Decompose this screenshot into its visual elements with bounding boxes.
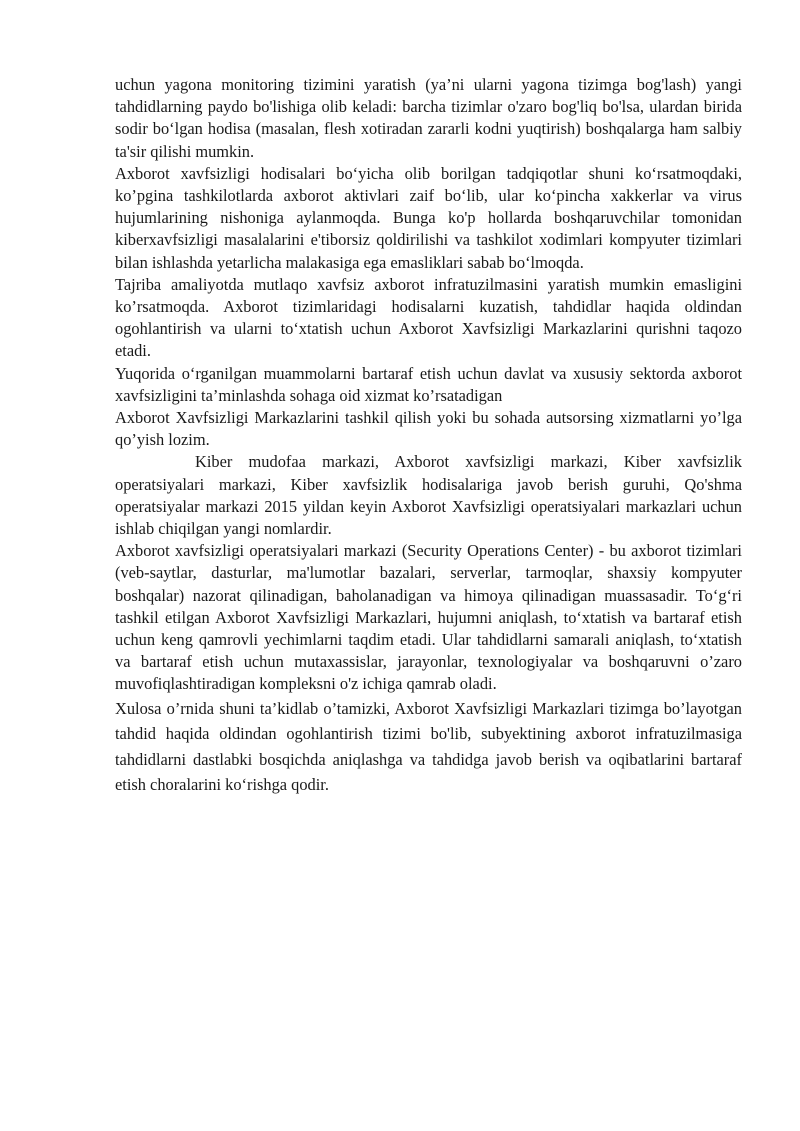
paragraph-monitoring: uchun yagona monitoring tizimini yaratish (ya’ni ularni yagona tizimga bog'lash) yangi tahdidlarning paydo bo'lishiga olib keladi: barcha tizimlar o'zaro bog'liq bo'lsa, ulardan birida sodir bo‘lgan hodisa (masalan, flesh xotiradan zararli kodni yuqtirish) boshqalarga ham salbiy ta'sir qilishi mumkin. — [115, 75, 742, 161]
paragraph-centers: Axborot Xavfsizligi Markazlarini tashkil qilish yoki bu sohada autsorsing xizmatlarni yo’lga qo’yish lozim. — [115, 408, 742, 450]
paragraph-soc-definition: Axborot xavfsizligi operatsiyalari markazi (Security Operations Center) - bu axborot tizimlari (veb-saytlar, dasturlar, ma'lumotlar bazalari, serverlar, tarmoqlar, shaxsiy kompyuter boshqalar) nazorat qilinadigan, baholanadigan va himoya qilinadigan muassasadir. To‘g‘ri tashkil etilgan Axborot Xavfsizligi Markazlari, hujumni aniqlash, to‘xtatish va bartaraf etish uchun keng qamrovli yechimlarni taqdim etadi. Ular tahdidlarni samarali aniqlash, to‘xtatish va bartaraf etish uchun mutaxassislar, jarayonlar, texnologiyalar va boshqaruvni o’zaro muvofiqlashtiradigan kompleksni o'z ichiga qamrab oladi. — [115, 541, 742, 694]
paragraph-sectors: Yuqorida o‘rganilgan muammolarni bartaraf etish uchun davlat va xususiy sektorda axborot xavfsizligini ta’minlashda sohaga oid xizmat ko’rsatadigan — [115, 363, 742, 405]
paragraph-conclusion: Xulosa o’rnida shuni ta’kidlab o’tamizki, Axborot Xavfsizligi Markazlari tizimga bo’layotgan tahdid haqida oldindan ogohlantirish tizimi bo'lib, subyektining axborot infratuzilmasiga tahdidlarni dastlabki bosqichda aniqlashga va tahdidga javob berish va oqibatlarini bartaraf etish choralarini ko‘rishga qodir. — [115, 698, 742, 795]
paragraph-practice: Tajriba amaliyotda mutlaqo xavfsiz axborot infratuzilmasini yaratish mumkin emasligini ko’rsatmoqda. Axborot tizimlaridagi hodisalarni kuzatish, tahdidlar haqida oldindan ogohlantirish va ularni to‘xtatish uchun Axborot Xavfsizligi Markazlarini qurishni taqozo etadi. — [115, 274, 742, 361]
document-page — [115, 74, 742, 798]
paragraph-names: Kiber mudofaa markazi, Axborot xavfsizligi markazi, Kiber xavfsizlik operatsiyalari markazi, Kiber xavfsizlik hodisalariga javob berish guruhi, Qo'shma operatsiyalar markazi 2015 yildan keyin Axborot Xavfsizligi operatsiyalari markazlari uchun ishlab chiqilgan yangi nomlardir. — [115, 452, 742, 539]
paragraph-research: Axborot xavfsizligi hodisalari bo‘yicha olib borilgan tadqiqotlar shuni ko‘rsatmoqdaki, ko’pgina tashkilotlarda axborot aktivlari zaif bo‘lib, ular ko‘pincha xakkerlar va virus hujumlarining nishoniga aylanmoqda. Bunga ko'p hollarda boshqaruvchilar tomonidan kiberxavfsizligi masalalarini e'tiborsiz qoldirilishi va tashkilot xodimlari kompyuter tizimlari bilan ishlashda yetarlicha malakasiga ega emasliklari sabab bo‘lmoqda. — [115, 163, 742, 272]
